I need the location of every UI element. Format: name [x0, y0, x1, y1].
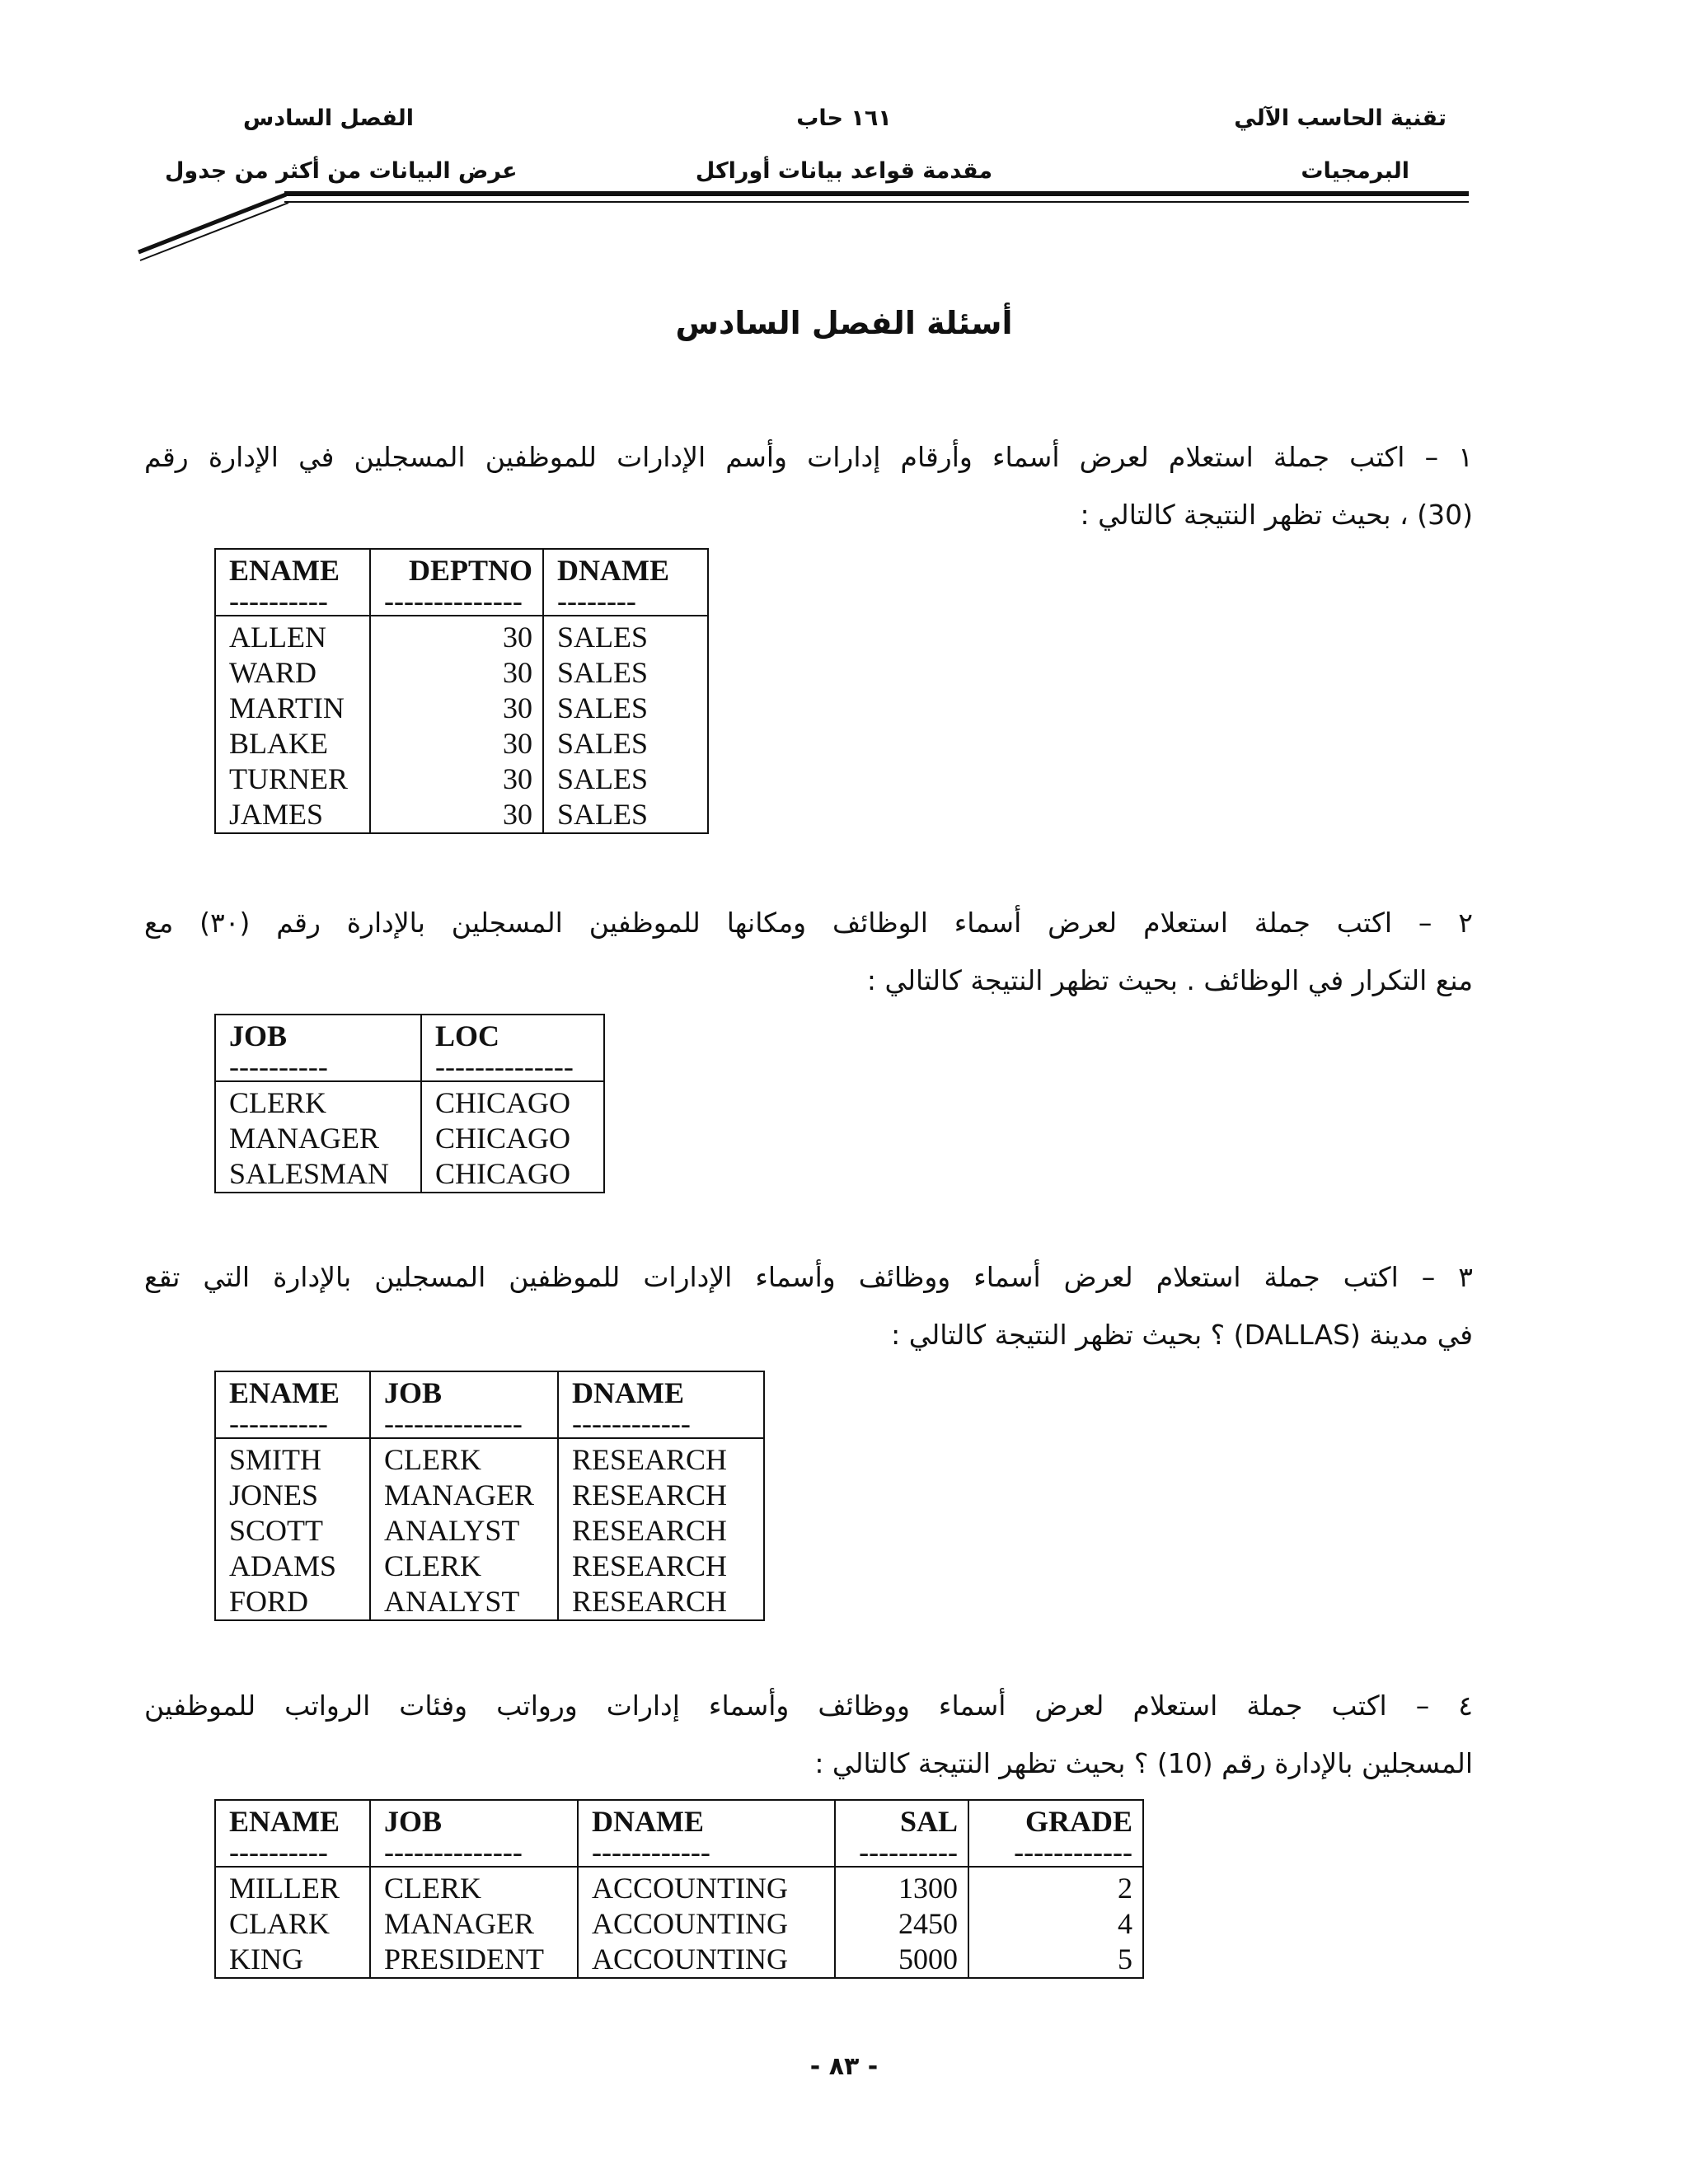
question-1 — [144, 429, 1473, 544]
table-row — [215, 655, 708, 691]
table-cell: BLAKE — [215, 726, 370, 762]
question-2 — [144, 894, 1473, 1010]
table-header: LOC — [421, 1015, 604, 1054]
table-dash: ------------ — [968, 1840, 1143, 1867]
table-cell: SALES — [543, 797, 708, 833]
table-dash: ---------- — [215, 588, 370, 616]
table-cell: CHICAGO — [421, 1081, 604, 1121]
table-row — [215, 1478, 764, 1513]
table-row — [215, 1156, 604, 1193]
question-1-line-2: (30) ، بحيث تظهر النتيجة كالتالي : — [1080, 499, 1473, 531]
table-dash: ---------- — [215, 1840, 370, 1867]
table-cell: SALES — [543, 655, 708, 691]
question-3-line-2: في مدينة (DALLAS) ؟ بحيث تظهر النتيجة كالتالي : — [891, 1319, 1473, 1351]
table-cell: 30 — [370, 616, 543, 655]
table-cell: ACCOUNTING — [578, 1906, 835, 1942]
table-dash: -------- — [543, 588, 708, 616]
table-cell: MANAGER — [215, 1121, 421, 1156]
result-table-3 — [214, 1371, 765, 1621]
table-dash: ---------- — [215, 1054, 421, 1081]
table-cell: MANAGER — [370, 1906, 578, 1942]
table-cell: SALES — [543, 726, 708, 762]
table-cell: 5000 — [835, 1942, 968, 1978]
table-cell: 30 — [370, 691, 543, 726]
table-dash: -------------- — [370, 1840, 578, 1867]
table-cell: ADAMS — [215, 1549, 370, 1584]
table-row — [215, 726, 708, 762]
table-dash: ---------- — [215, 1411, 370, 1438]
table-cell: SCOTT — [215, 1513, 370, 1549]
table-cell: ANALYST — [370, 1584, 558, 1620]
question-1-line-1: ١ – اكتب جملة استعلام لعرض أسماء وأرقام إدارات وأسم الإدارات للموظفين المسجلين في الإدارة رقم — [144, 441, 1473, 473]
header-rule-thick — [284, 191, 1469, 196]
table-row — [215, 797, 708, 833]
table-dash: ------------ — [578, 1840, 835, 1867]
header-department: تقنية الحاسب الآلي — [1234, 105, 1447, 131]
table-cell: PRESIDENT — [370, 1942, 578, 1978]
table-cell: JONES — [215, 1478, 370, 1513]
table-cell: CLERK — [370, 1438, 558, 1478]
table-cell: RESEARCH — [558, 1478, 764, 1513]
table-cell: CLARK — [215, 1906, 370, 1942]
table-row — [215, 1906, 1143, 1942]
result-table-4 — [214, 1799, 1144, 1979]
table-header: ENAME — [215, 1371, 370, 1411]
header-course-code: ١٦١ حاب — [796, 105, 892, 131]
table-cell: 2 — [968, 1867, 1143, 1906]
table-header: DNAME — [578, 1800, 835, 1840]
table-cell: SALES — [543, 616, 708, 655]
page-title: أسئلة الفصل السادس — [675, 305, 1013, 341]
table-cell: 30 — [370, 762, 543, 797]
table-header: GRADE — [968, 1800, 1143, 1840]
table-cell: SALES — [543, 762, 708, 797]
table-header: DEPTNO — [370, 549, 543, 588]
table-cell: ACCOUNTING — [578, 1942, 835, 1978]
question-4-line-1: ٤ – اكتب جملة استعلام لعرض أسماء ووظائف وأسماء إدارات ورواتب وفئات الرواتب للموظفين — [144, 1690, 1473, 1722]
header-chapter: الفصل السادس — [243, 105, 415, 131]
table-cell: CHICAGO — [421, 1121, 604, 1156]
table-row — [215, 1081, 604, 1121]
table-row — [215, 762, 708, 797]
table-header: JOB — [370, 1371, 558, 1411]
table-header: SAL — [835, 1800, 968, 1840]
table-cell: 30 — [370, 655, 543, 691]
table-cell: SALESMAN — [215, 1156, 421, 1193]
table-dash: -------------- — [421, 1054, 604, 1081]
table-dash: ------------ — [558, 1411, 764, 1438]
question-3 — [144, 1249, 1473, 1364]
table-cell: RESEARCH — [558, 1584, 764, 1620]
table-cell: 30 — [370, 726, 543, 762]
header-specialty: البرمجيات — [1301, 158, 1409, 184]
table-cell: ANALYST — [370, 1513, 558, 1549]
table-cell: MARTIN — [215, 691, 370, 726]
table-cell: KING — [215, 1942, 370, 1978]
table-row — [215, 1438, 764, 1478]
table-cell: SMITH — [215, 1438, 370, 1478]
table-row — [215, 691, 708, 726]
header-chapter-topic: عرض البيانات من أكثر من جدول — [165, 158, 518, 184]
table-header: ENAME — [215, 1800, 370, 1840]
table-row — [215, 1513, 764, 1549]
table-cell: TURNER — [215, 762, 370, 797]
table-row — [215, 1121, 604, 1156]
question-2-line-2: منع التكرار في الوظائف . بحيث تظهر النتيجة كالتالي : — [866, 964, 1473, 996]
table-cell: JAMES — [215, 797, 370, 833]
table-header: JOB — [370, 1800, 578, 1840]
table-row — [215, 616, 708, 655]
table-cell: CLERK — [370, 1549, 558, 1584]
question-3-line-1: ٣ – اكتب جملة استعلام لعرض أسماء ووظائف وأسماء الإدارات للموظفين المسجلين بالإدارة التي تقع — [144, 1261, 1473, 1293]
table-cell: FORD — [215, 1584, 370, 1620]
table-row — [215, 1584, 764, 1620]
table-cell: 1300 — [835, 1867, 968, 1906]
table-header: ENAME — [215, 549, 370, 588]
question-2-line-1: ٢ – اكتب جملة استعلام لعرض أسماء الوظائف ومكانها للموظفين المسجلين بالإدارة رقم (٣٠) مع — [144, 907, 1473, 939]
table-cell: 30 — [370, 797, 543, 833]
question-4-line-2: المسجلين بالإدارة رقم (10) ؟ بحيث تظهر النتيجة كالتالي : — [814, 1747, 1473, 1779]
header-rule-thin — [284, 201, 1469, 203]
table-dash: -------------- — [370, 588, 543, 616]
result-table-1 — [214, 548, 709, 834]
table-cell: 2450 — [835, 1906, 968, 1942]
table-header: DNAME — [543, 549, 708, 588]
header-rule-diagonal — [132, 188, 297, 270]
table-cell: CLERK — [370, 1867, 578, 1906]
table-cell: ACCOUNTING — [578, 1867, 835, 1906]
table-dash: ---------- — [835, 1840, 968, 1867]
table-row — [215, 1549, 764, 1584]
page-number: - ٨٣ - — [809, 2052, 879, 2081]
table-cell: CLERK — [215, 1081, 421, 1121]
header-course-title: مقدمة قواعد بيانات أوراكل — [695, 158, 993, 184]
table-cell: RESEARCH — [558, 1549, 764, 1584]
table-cell: RESEARCH — [558, 1438, 764, 1478]
table-row — [215, 1867, 1143, 1906]
table-cell: CHICAGO — [421, 1156, 604, 1193]
result-table-2 — [214, 1014, 605, 1193]
table-cell: MILLER — [215, 1867, 370, 1906]
table-cell: 4 — [968, 1906, 1143, 1942]
table-header: JOB — [215, 1015, 421, 1054]
table-header: DNAME — [558, 1371, 764, 1411]
table-cell: 5 — [968, 1942, 1143, 1978]
table-cell: WARD — [215, 655, 370, 691]
table-cell: SALES — [543, 691, 708, 726]
table-cell: RESEARCH — [558, 1513, 764, 1549]
question-4 — [144, 1677, 1473, 1793]
table-cell: ALLEN — [215, 616, 370, 655]
table-cell: MANAGER — [370, 1478, 558, 1513]
table-dash: -------------- — [370, 1411, 558, 1438]
table-row — [215, 1942, 1143, 1978]
